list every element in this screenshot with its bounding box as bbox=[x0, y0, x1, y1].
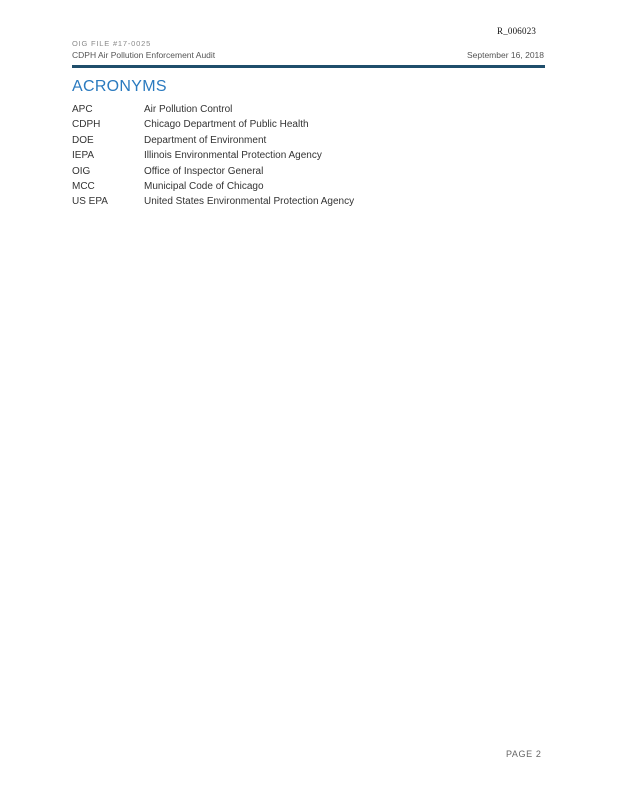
acronym-definition: Chicago Department of Public Health bbox=[144, 119, 309, 131]
acronym-abbr: OIG bbox=[72, 165, 91, 177]
header-row bbox=[72, 50, 544, 63]
acronym-row bbox=[72, 103, 542, 118]
acronym-abbr: US EPA bbox=[72, 196, 108, 208]
page-header bbox=[72, 39, 544, 63]
acronym-definition: United States Environmental Protection Agency bbox=[144, 196, 355, 208]
page-number: PAGE 2 bbox=[506, 749, 542, 759]
acronym-row bbox=[72, 165, 542, 180]
acronym-definition: Department of Environment bbox=[144, 134, 267, 146]
acronym-row bbox=[72, 180, 542, 195]
header-divider bbox=[72, 65, 545, 68]
header-office: OIG FILE #17-0025 bbox=[72, 39, 152, 48]
acronym-definition: Air Pollution Control bbox=[144, 104, 233, 115]
acronym-row bbox=[72, 118, 542, 133]
section-title: ACRONYMS bbox=[72, 78, 167, 95]
acronym-abbr: MCC bbox=[72, 180, 95, 192]
acronym-abbr: CDPH bbox=[72, 119, 101, 131]
acronym-abbr: APC bbox=[72, 104, 93, 115]
header-date: September 16, 2018 bbox=[466, 50, 544, 60]
acronym-definition: Municipal Code of Chicago bbox=[144, 180, 264, 192]
acronym-row bbox=[72, 195, 542, 210]
acronym-row bbox=[72, 134, 542, 149]
header-report-title: CDPH Air Pollution Enforcement Audit bbox=[72, 50, 216, 60]
acronym-list bbox=[72, 103, 542, 211]
acronym-definition: Office of Inspector General bbox=[144, 165, 264, 177]
bates-number: R_006023 bbox=[497, 26, 537, 36]
acronym-definition: Illinois Environmental Protection Agency bbox=[144, 150, 322, 162]
acronym-row bbox=[72, 149, 542, 164]
acronym-abbr: DOE bbox=[72, 134, 94, 146]
acronym-abbr: IEPA bbox=[72, 150, 95, 162]
